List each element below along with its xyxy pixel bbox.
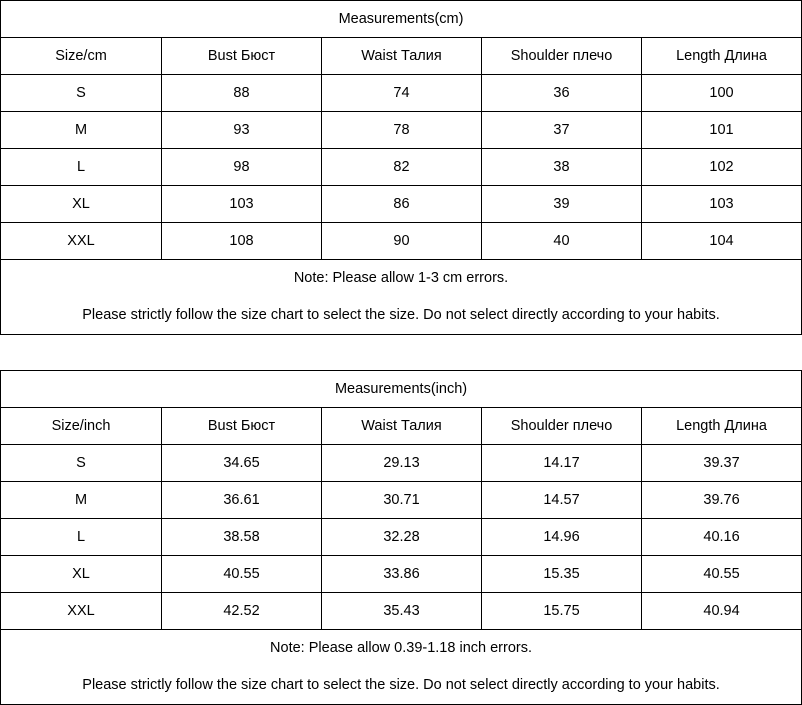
- table-header-row: [1, 38, 802, 75]
- table-row: [1, 519, 802, 556]
- cell-length: 40.16: [642, 519, 802, 556]
- table-header-row: [1, 408, 802, 445]
- table-row: [1, 223, 802, 260]
- cell-length: 39.37: [642, 445, 802, 482]
- cell-size: XL: [1, 186, 162, 223]
- cell-size: L: [1, 519, 162, 556]
- cell-bust: 103: [162, 186, 322, 223]
- cell-waist: 29.13: [322, 445, 482, 482]
- header-bust: Bust Бюст: [162, 408, 322, 445]
- cell-shoulder: 15.75: [482, 593, 642, 630]
- header-shoulder: Shoulder плечо: [482, 408, 642, 445]
- cell-waist: 35.43: [322, 593, 482, 630]
- table-note-row: [1, 630, 802, 705]
- header-length: Length Длина: [642, 38, 802, 75]
- table-title-row: [1, 371, 802, 408]
- table-title: Measurements(cm): [1, 1, 802, 38]
- cell-size: S: [1, 445, 162, 482]
- cell-length: 40.94: [642, 593, 802, 630]
- cell-bust: 34.65: [162, 445, 322, 482]
- cell-bust: 88: [162, 75, 322, 112]
- note-cell: [1, 260, 802, 335]
- cell-bust: 36.61: [162, 482, 322, 519]
- header-length: Length Длина: [642, 408, 802, 445]
- cell-size: XXL: [1, 593, 162, 630]
- cell-shoulder: 14.57: [482, 482, 642, 519]
- cell-shoulder: 36: [482, 75, 642, 112]
- note-cell: [1, 630, 802, 705]
- cell-waist: 90: [322, 223, 482, 260]
- cell-shoulder: 15.35: [482, 556, 642, 593]
- cell-bust: 93: [162, 112, 322, 149]
- cell-waist: 33.86: [322, 556, 482, 593]
- table-row: [1, 149, 802, 186]
- table-row: [1, 75, 802, 112]
- size-instruction: Please strictly follow the size chart to select the size. Do not select directly according to your habits.: [82, 677, 720, 693]
- cell-length: 100: [642, 75, 802, 112]
- tolerance-note: Note: Please allow 0.39-1.18 inch errors.: [270, 640, 532, 656]
- cell-waist: 86: [322, 186, 482, 223]
- cell-waist: 74: [322, 75, 482, 112]
- cell-waist: 32.28: [322, 519, 482, 556]
- header-size: Size/cm: [1, 38, 162, 75]
- cell-bust: 38.58: [162, 519, 322, 556]
- header-size: Size/inch: [1, 408, 162, 445]
- cell-waist: 82: [322, 149, 482, 186]
- header-bust: Bust Бюст: [162, 38, 322, 75]
- table-row: [1, 556, 802, 593]
- cell-waist: 30.71: [322, 482, 482, 519]
- cell-length: 104: [642, 223, 802, 260]
- cell-length: 40.55: [642, 556, 802, 593]
- table-row: [1, 112, 802, 149]
- cell-shoulder: 40: [482, 223, 642, 260]
- table-row: [1, 186, 802, 223]
- cell-size: XXL: [1, 223, 162, 260]
- cell-size: L: [1, 149, 162, 186]
- cell-shoulder: 38: [482, 149, 642, 186]
- cell-length: 102: [642, 149, 802, 186]
- table-title-row: [1, 1, 802, 38]
- cell-shoulder: 14.96: [482, 519, 642, 556]
- table-note-row: [1, 260, 802, 335]
- cell-size: XL: [1, 556, 162, 593]
- size-chart-inch: [0, 370, 802, 705]
- header-shoulder: Shoulder плечо: [482, 38, 642, 75]
- cell-bust: 98: [162, 149, 322, 186]
- header-waist: Waist Талия: [322, 408, 482, 445]
- cell-waist: 78: [322, 112, 482, 149]
- size-chart-cm: [0, 0, 802, 335]
- cell-size: M: [1, 482, 162, 519]
- cell-bust: 42.52: [162, 593, 322, 630]
- size-instruction: Please strictly follow the size chart to select the size. Do not select directly according to your habits.: [82, 307, 720, 323]
- table-row: [1, 593, 802, 630]
- table-row: [1, 482, 802, 519]
- cell-bust: 40.55: [162, 556, 322, 593]
- table-row: [1, 445, 802, 482]
- cell-length: 39.76: [642, 482, 802, 519]
- cell-length: 101: [642, 112, 802, 149]
- cell-shoulder: 37: [482, 112, 642, 149]
- tolerance-note: Note: Please allow 1-3 cm errors.: [293, 270, 509, 286]
- cell-size: M: [1, 112, 162, 149]
- cell-bust: 108: [162, 223, 322, 260]
- cell-shoulder: 14.17: [482, 445, 642, 482]
- table-title: Measurements(inch): [1, 371, 802, 408]
- cell-shoulder: 39: [482, 186, 642, 223]
- cell-size: S: [1, 75, 162, 112]
- cell-length: 103: [642, 186, 802, 223]
- header-waist: Waist Талия: [322, 38, 482, 75]
